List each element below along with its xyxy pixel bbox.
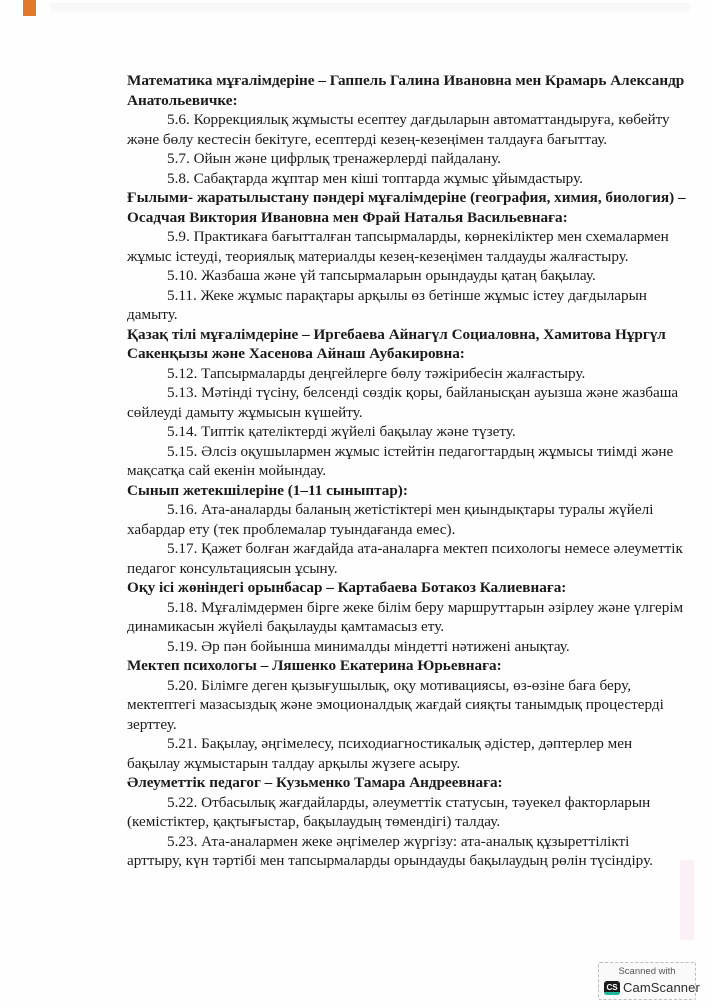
list-item: 5.17. Қажет болған жағдайда ата-аналарға мектеп психологы немесе әлеуметтік педагог консультациясын ұсыну.: [127, 540, 683, 577]
list-item: 5.12. Тапсырмаларды деңгейлерге бөлу тәжірибесін жалғастыру.: [167, 364, 586, 382]
list-item: 5.23. Ата-аналармен жеке әңгімелер жүргізу: ата-аналық құзыреттілікті арттыру, күн тәртібі мен тапсырмаларды орындауды бақылаудың рөлін түсіндіру.: [127, 832, 653, 869]
camscanner-logo-icon: CS: [604, 981, 620, 995]
list-item: 5.6. Коррекциялық жұмысты есептеу дағдыларын автоматтандыруға, көбейту және бөлу кестесін бекітуге, есептерді кезең-кезеңімен талдауға бағыттау.: [127, 111, 670, 148]
list-item: 5.7. Ойын және цифрлық тренажерлерді пайдалану.: [167, 150, 501, 167]
camscanner-watermark: [598, 962, 700, 1000]
list-item: 5.18. Мұғалімдермен бірге жеке білім беру маршруттарын әзірлеу және үлгерім динамикасын жүйелі бақылауды қамтамасыз ету.: [127, 598, 684, 635]
list-item: 5.11. Жеке жұмыс парақтары арқылы өз бетінше жұмыс істеу дағдыларын дамыту.: [127, 286, 647, 323]
watermark-caption: Scanned with: [618, 966, 676, 977]
list-item: 5.9. Практикаға бағытталған тапсырмаларды, көрнекіліктер мен схемалармен жұмыс істеуді, теориялық материалды кезең-кезеңімен талдауды жалғастыру.: [127, 228, 669, 265]
section-heading: Мектеп психологы – Ляшенко Екатерина Юрьевнаға:: [127, 657, 502, 674]
list-item: 5.20. Білімге деген қызығушылық, оқу мотивациясы, өз-өзіне баға беру, мектептегі мазасыздық және эмоционалдық жағдай сияқты танымдық процестерді зерттеу.: [127, 676, 664, 733]
section-heading: Математика мұғалімдеріне – Гаппель Галина Ивановна мен Крамарь Александр Анатольевичке:: [127, 72, 685, 109]
list-item: 5.22. Отбасылық жағдайларды, әлеуметтік статусын, тәуекел факторларын (кемістіктер, қақтығыстар, бақылаудың төмендігі) талдау.: [127, 793, 651, 830]
section-heading: Әлеуметтік педагог – Кузьменко Тамара Андреевнаға:: [127, 774, 503, 791]
section-heading: Оқу ісі жөніндегі орынбасар – Картабаева Ботакоз Калиевнаға:: [127, 579, 567, 596]
document-body: [127, 71, 687, 871]
corner-tab-mark: [23, 0, 36, 16]
scan-top-edge-shadow: [50, 3, 690, 13]
list-item: 5.16. Ата-аналарды баланың жетістіктері мен қиындықтары туралы жүйелі хабардар ету (тек проблемалар туындағанда емес).: [127, 501, 654, 538]
watermark-brand: CamScanner: [623, 980, 700, 995]
scan-edge-tint: [680, 860, 694, 940]
list-item: 5.8. Сабақтарда жұптар мен кіші топтарда жұмыс ұйымдастыру.: [167, 169, 583, 187]
list-item: 5.13. Мәтінді түсіну, белсенді сөздік қоры, байланысқан ауызша және жазбаша сөйлеуді дамыту жұмысын күшейту.: [127, 384, 679, 421]
list-item: 5.19. Әр пән бойынша минималды міндетті нәтижені анықтау.: [167, 637, 570, 655]
list-item: 5.10. Жазбаша және үй тапсырмаларын орындауды қатаң бақылау.: [167, 267, 596, 284]
section-heading: Қазақ тілі мұғалімдеріне – Иргебаева Айнагүл Социаловна, Хамитова Нұргүл Сакенқызы және Хасенова Айнаш Аубакировна:: [127, 325, 666, 362]
list-item: 5.15. Әлсіз оқушылармен жұмыс істейтін педагогтардың жұмысы тиімді және мақсатқа сай екенін мойындау.: [127, 442, 674, 479]
section-heading: Сынып жетекшілеріне (1–11 сыныптар):: [127, 481, 408, 499]
list-item: 5.21. Бақылау, әңгімелесу, психодиагностикалық әдістер, дәптерлер мен бақылау жұмыстарын талдау арқылы жүзеге асыру.: [127, 735, 633, 772]
list-item: 5.14. Типтік қателіктерді жүйелі бақылау және түзету.: [167, 423, 516, 440]
section-heading: Ғылыми- жаратылыстану пәндері мұғалімдеріне (география, химия, биология) – Осадчая Виктория Ивановна мен Фрай Наталья Васильевнаға:: [127, 189, 686, 226]
